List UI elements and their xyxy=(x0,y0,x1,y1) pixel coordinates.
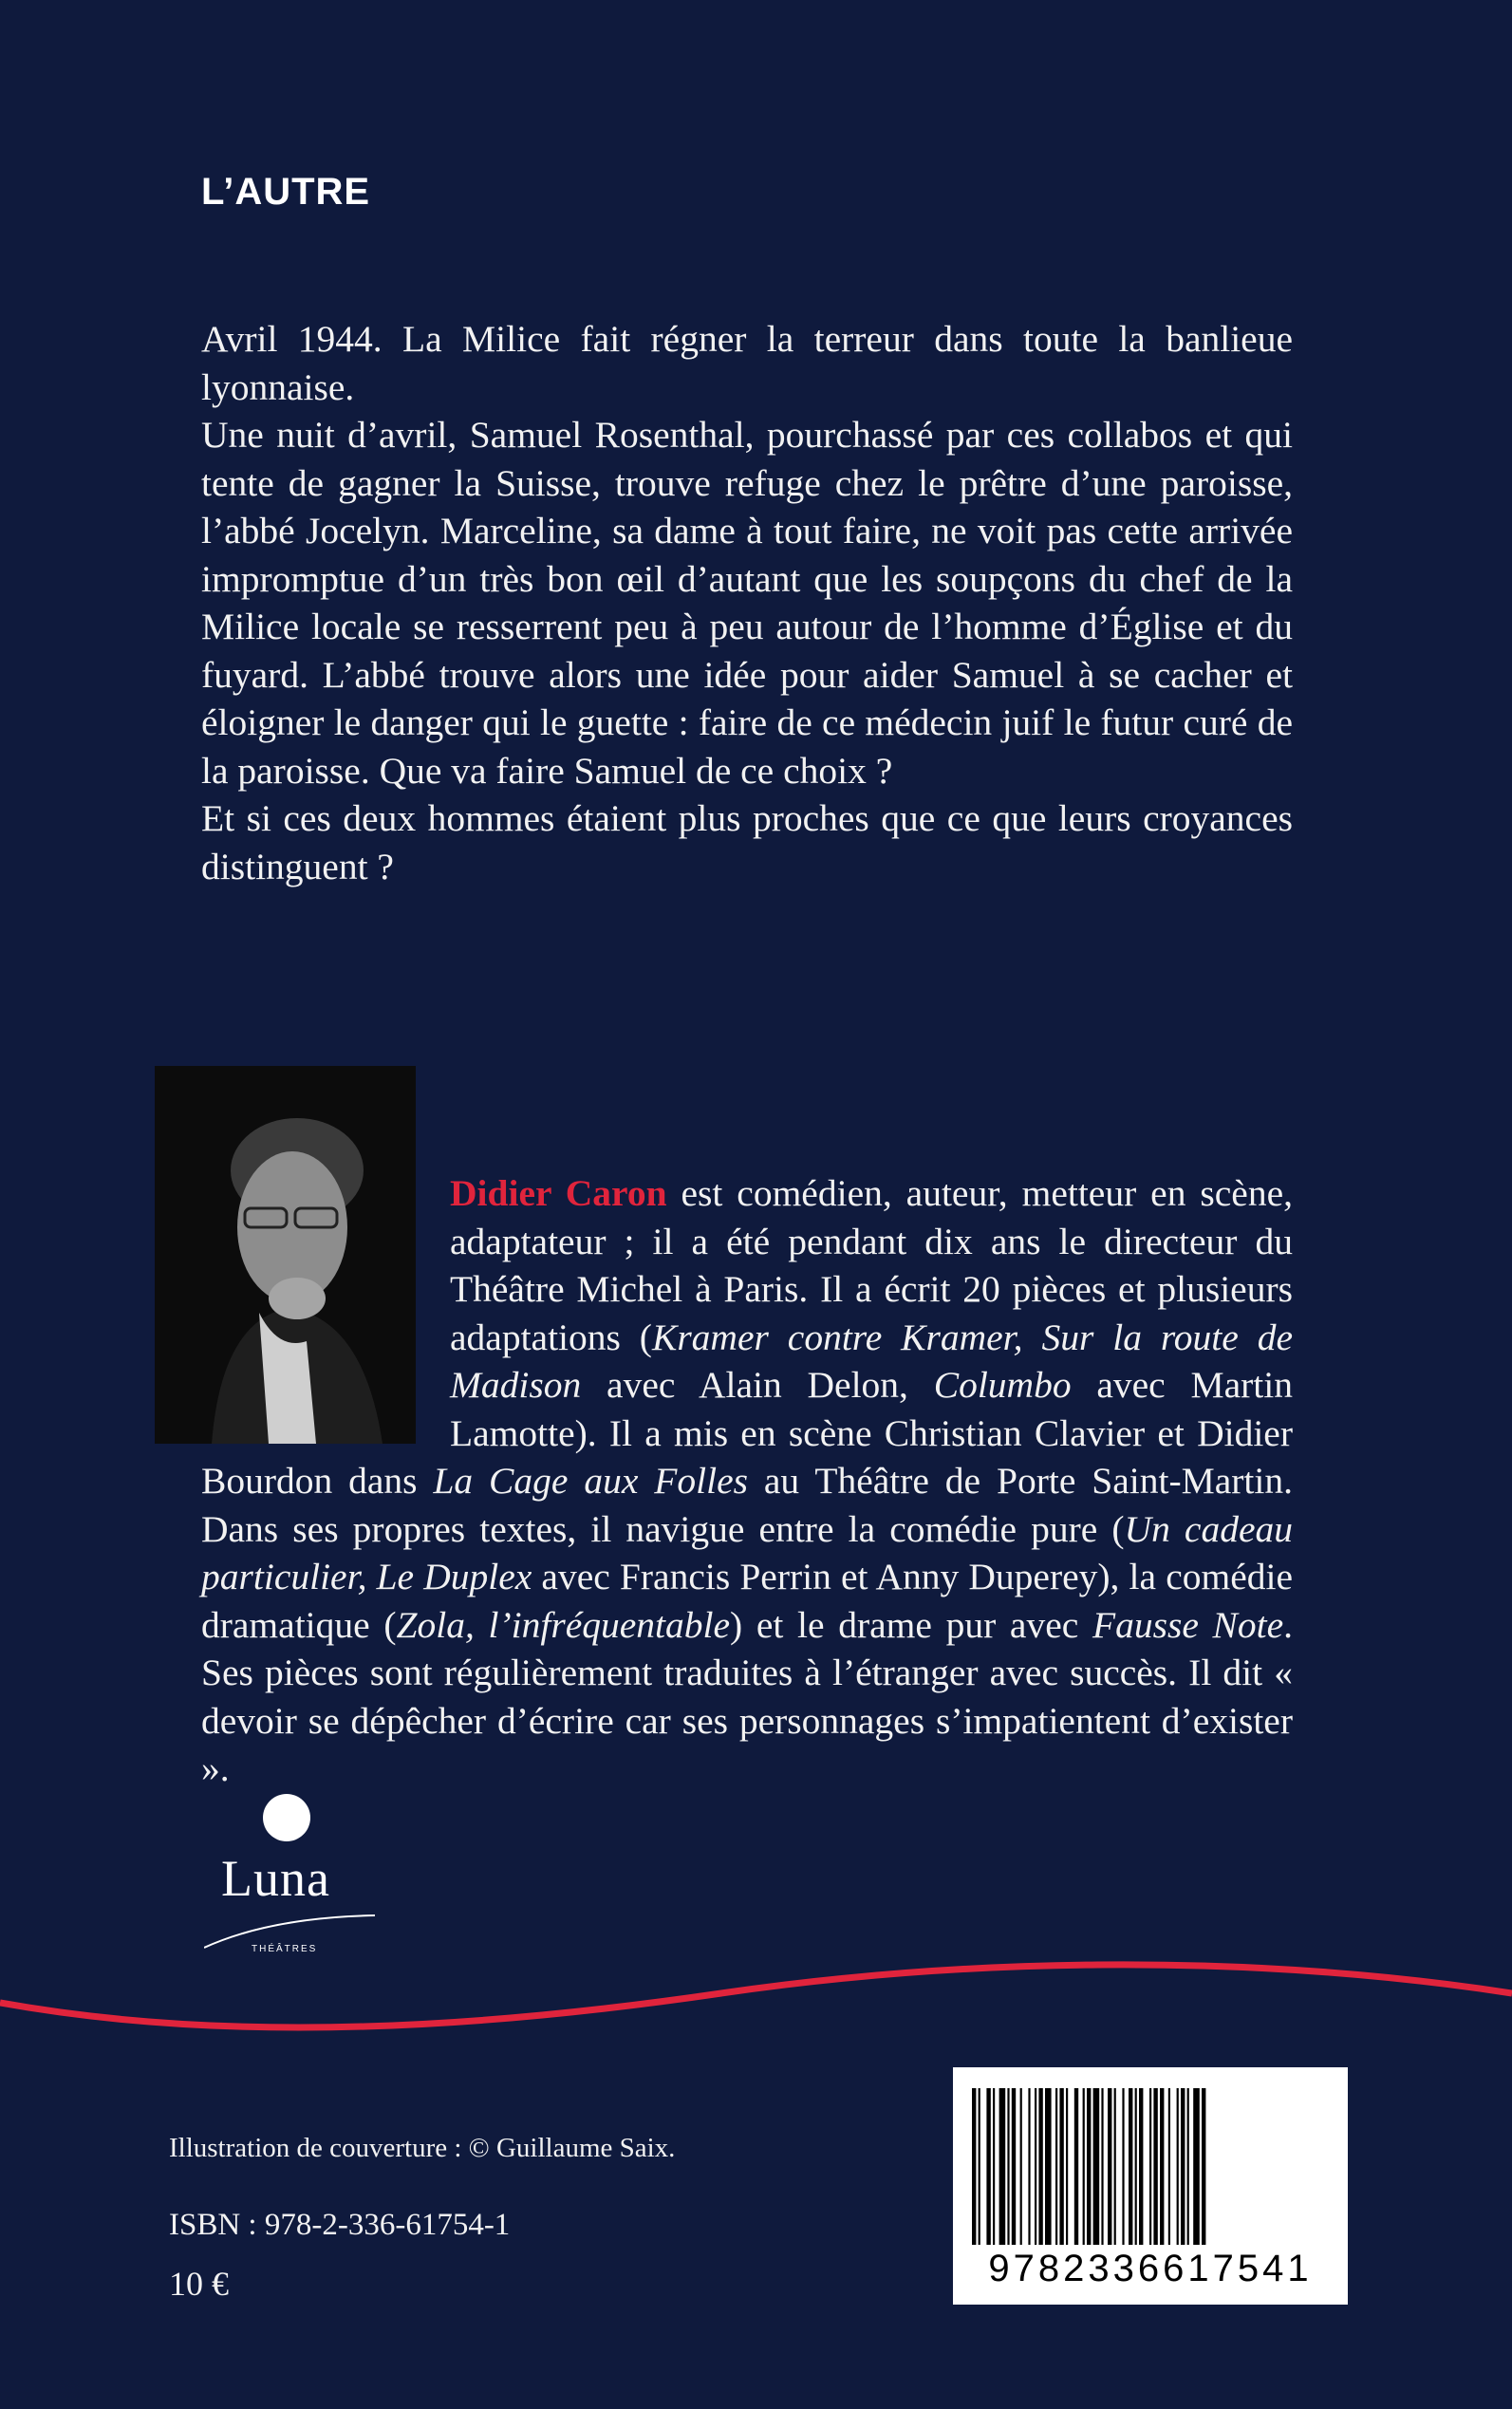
barcode-bar xyxy=(1168,2088,1170,2245)
barcode-bar xyxy=(1114,2088,1116,2245)
barcode-bar xyxy=(1028,2088,1030,2245)
barcode-bar xyxy=(1012,2088,1016,2245)
synopsis-paragraph: Avril 1944. La Milice fait régner la terreur dans toute la banlieue lyonnaise. xyxy=(201,318,1293,408)
barcode-bar xyxy=(1193,2088,1200,2245)
barcode-bar xyxy=(1059,2088,1063,2245)
bio-text: est comédien, auteur, metteur en scène, adaptateur ; il a été pendant dix ans le directeur du Théâtre Michel à Paris. Il a écrit 20 pièces et plusieurs adaptations ( xyxy=(450,1172,1293,1358)
barcode-bar xyxy=(986,2088,990,2245)
work-title: Fausse Note xyxy=(1092,1603,1284,1646)
barcode-bar xyxy=(1093,2088,1100,2245)
synopsis-paragraph: Et si ces deux hommes étaient plus proches que ce que leurs croyances distinguent ? xyxy=(201,797,1293,887)
barcode-bar xyxy=(1055,2088,1057,2245)
work-title: Un cadeau particulier, Le Duplex xyxy=(201,1507,1293,1597)
barcode-bar xyxy=(1038,2088,1042,2245)
barcode-bar xyxy=(1066,2088,1068,2245)
barcode-bar xyxy=(1181,2088,1185,2245)
publisher-collection: THÉÂTRES xyxy=(252,1944,318,1954)
isbn: ISBN : 978-2-336-61754-1 xyxy=(169,2208,511,2242)
barcode-bar xyxy=(1160,2088,1164,2245)
barcode-bar xyxy=(1045,2088,1052,2245)
barcode-bar xyxy=(1177,2088,1179,2245)
synopsis-paragraph: Une nuit d’avril, Samuel Rosenthal, pourchassé par ces collabos et qui tente de gagner la Suisse, trouve refuge chez le prêtre d’une paroisse, l’abbé Jocelyn. Marceline, sa dame à tout faire, ne voit pas cette arrivée impromptue d’un très bon œil d’autant que les soupçons du chef de la Milice locale se resserrent peu à peu autour de l’homme d’Église et du fuyard. L’abbé trouve alors une idée pour aider Samuel à se cacher et éloigner le danger qui le guette : faire de ce médecin juif le futur curé de la paroisse. Que va faire Samuel de ce choix ? xyxy=(201,414,1293,792)
work-title: La Cage aux Folles xyxy=(433,1460,748,1502)
bio-text: avec Alain Delon, xyxy=(581,1364,934,1406)
cover-credit: Illustration de couverture : © Guillaume Saix. xyxy=(169,2133,676,2163)
barcode-bar xyxy=(1074,2088,1078,2245)
barcode-bar xyxy=(972,2088,976,2245)
author-name: Didier Caron xyxy=(450,1172,667,1214)
barcode-bars xyxy=(972,2088,1329,2245)
publisher-logo xyxy=(195,1794,375,1965)
barcode-bar xyxy=(1101,2088,1103,2245)
work-title: Kramer contre Kramer, Sur la route de Madison xyxy=(450,1316,1293,1406)
barcode-bar xyxy=(1202,2088,1205,2245)
barcode-bar xyxy=(1129,2088,1132,2245)
barcode-bar xyxy=(1139,2088,1143,2245)
red-wave-divider xyxy=(0,1955,1512,2069)
barcode-bar xyxy=(1149,2088,1151,2245)
synopsis xyxy=(201,315,1293,890)
barcode-bar xyxy=(1083,2088,1085,2245)
bio-text: ) et le drame pur avec xyxy=(730,1603,1092,1646)
price: 10 € xyxy=(169,2265,229,2303)
barcode-bar xyxy=(993,2088,995,2245)
barcode-bar xyxy=(1135,2088,1137,2245)
barcode-bar xyxy=(1122,2088,1124,2245)
moon-icon xyxy=(263,1794,310,1841)
work-title: Columbo xyxy=(933,1364,1072,1406)
barcode xyxy=(953,2067,1348,2305)
barcode-bar xyxy=(1020,2088,1022,2245)
barcode-bar xyxy=(1187,2088,1189,2245)
barcode-bar xyxy=(999,2088,1006,2245)
barcode-bar xyxy=(1108,2088,1111,2245)
bio-text: avec Martin Lamotte). Il a mis en scène Christian Clavier et Didier Bourdon dans xyxy=(201,1364,1293,1502)
bio-text: . Ses pièces sont régulièrement traduites à l’étranger avec succès. Il dit « devoir se dépêcher d’écrire car ses personnages s’impatientent d’exister ». xyxy=(201,1603,1294,1789)
barcode-digits: 9782336617541 xyxy=(988,2248,1313,2289)
barcode-bar xyxy=(1007,2088,1009,2245)
author-bio xyxy=(201,1169,1293,1793)
barcode-bar xyxy=(979,2088,980,2245)
barcode-bar xyxy=(1035,2088,1036,2245)
publisher-name: Luna xyxy=(221,1850,330,1907)
book-title: L’AUTRE xyxy=(201,171,371,213)
barcode-bar xyxy=(1087,2088,1091,2245)
bio-text: avec Francis Perrin et Anny Duperey), la comédie dramatique ( xyxy=(201,1556,1293,1646)
work-title: Zola, l’infréquentable xyxy=(396,1603,731,1646)
bio-text: au Théâtre de Porte Saint-Martin. Dans ses propres textes, il navigue entre la comédie pure ( xyxy=(201,1460,1293,1550)
barcode-bar xyxy=(1153,2088,1157,2245)
